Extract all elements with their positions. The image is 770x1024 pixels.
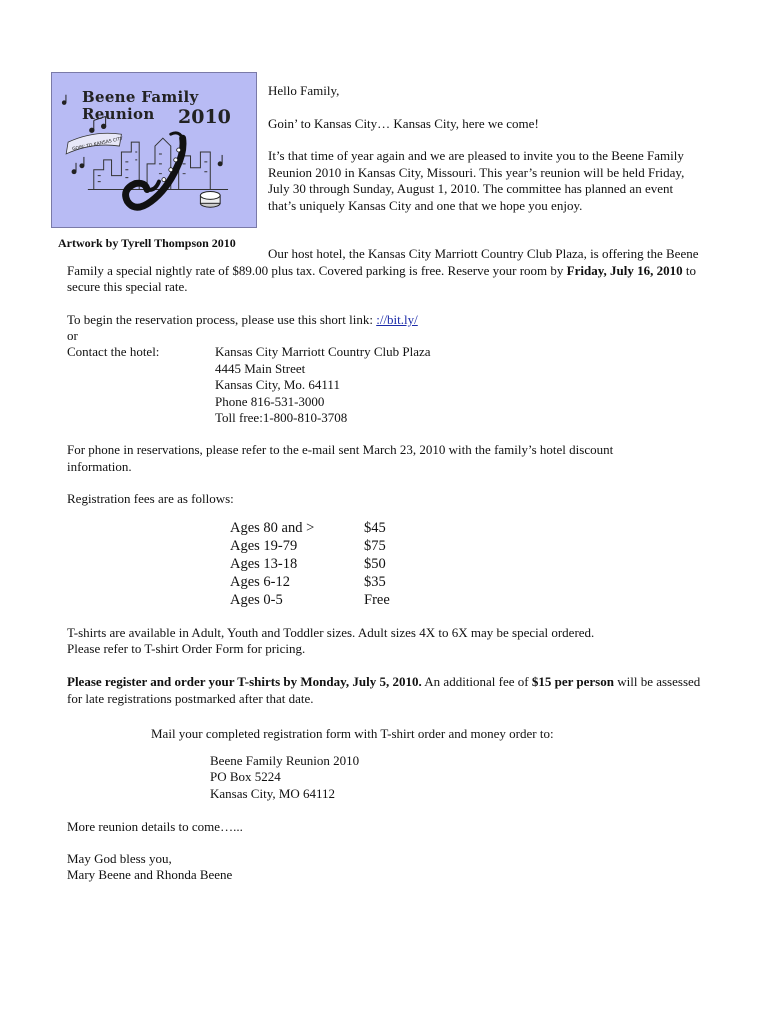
invitation-paragraph: It’s that time of year again and we are pleased to invite you to the Beene Family Reunion 2010 in Kansas City, Missouri. This year’s reunion will be held Friday, July 30 through Sunday, August 1, 2010. The committee has planned an event that’s uniquely Kansas City and one that we hope you enjoy. bbox=[268, 148, 685, 213]
short-link[interactable]: ://bit.ly/ bbox=[376, 312, 418, 327]
hotel-text-2: to secure this special rate. bbox=[67, 262, 696, 294]
mail-address-line: PO Box 5224 bbox=[210, 769, 281, 784]
registration-fees-table bbox=[230, 519, 390, 609]
fee-age: Ages 80 and > bbox=[230, 520, 315, 536]
hotel-toll-free: Toll free:1-800-810-3708 bbox=[215, 410, 348, 425]
artwork-title: Beene Family Reunion bbox=[82, 88, 199, 123]
tshirt-line-1: T-shirts are available in Adult, Youth and Toddler sizes. Adult sizes 4X to 6X may be special ordered. bbox=[67, 625, 595, 640]
mail-address-line: Beene Family Reunion 2010 bbox=[210, 753, 360, 768]
late-fee: $15 per person bbox=[531, 674, 614, 689]
closing: May God bless you, bbox=[67, 851, 172, 866]
signature: Mary Beene and Rhonda Beene bbox=[67, 867, 233, 882]
hotel-phone: Phone 816-531-3000 bbox=[215, 393, 325, 409]
hotel-address-line: 4445 Main Street bbox=[215, 360, 306, 376]
fee-row bbox=[230, 573, 390, 591]
mail-intro: Mail your completed registration form with T-shirt order and money order to: bbox=[151, 726, 554, 741]
fee-age: Ages 19-79 bbox=[230, 538, 298, 554]
mail-address-line: Kansas City, MO 64112 bbox=[210, 786, 336, 801]
fee-amount: $75 bbox=[364, 538, 386, 554]
fee-row bbox=[230, 537, 390, 555]
fee-amount: $45 bbox=[364, 520, 386, 536]
fee-amount: $35 bbox=[364, 574, 386, 590]
artwork-caption: Artwork by Tyrell Thompson 2010 bbox=[58, 236, 236, 250]
or-text: or bbox=[67, 328, 78, 343]
hotel-address-line: Kansas City, Mo. 64111 bbox=[215, 377, 340, 392]
fee-row bbox=[230, 591, 390, 609]
reservation-line bbox=[67, 312, 707, 329]
intro-line: Goin’ to Kansas City… Kansas City, here we come! bbox=[268, 116, 539, 131]
fee-row bbox=[230, 555, 390, 573]
reservation-text: To begin the reservation process, please use this short link: bbox=[67, 312, 377, 327]
artwork-banner: GOIN' TO KANSAS CITY bbox=[71, 136, 124, 153]
deadline-text-1: An additional fee of bbox=[421, 674, 532, 689]
reunion-artwork bbox=[51, 72, 257, 228]
hotel-paragraph bbox=[67, 246, 707, 296]
hotel-address-line: Kansas City Marriott Country Club Plaza bbox=[215, 344, 431, 359]
phone-reservation-note: For phone in reservations, please refer to the e-mail sent March 23, 2010 with the family’s hotel discount information. bbox=[67, 442, 614, 474]
hotel-text-1: Our host hotel, the Kansas City Marriott Country Club Plaza, is offering the Beene Family a special nightly rate of $89.00 plus tax. Covered parking is free. Reserve your room by bbox=[67, 246, 699, 278]
fee-amount: Free bbox=[364, 592, 390, 608]
artwork-year: 2010 bbox=[178, 106, 231, 128]
tshirt-line-2: Please refer to T-shirt Order Form for pricing. bbox=[67, 641, 306, 656]
contact-hotel-block bbox=[67, 344, 431, 427]
fees-intro: Registration fees are as follows: bbox=[67, 491, 234, 506]
fee-age: Ages 6-12 bbox=[230, 574, 291, 590]
contact-label: Contact the hotel: bbox=[67, 344, 160, 359]
hotel-reserve-date: Friday, July 16, 2010 bbox=[566, 262, 683, 278]
deadline-text-2: will be assessed for late registrations postmarked after that date. bbox=[67, 674, 701, 706]
more-details: More reunion details to come…... bbox=[67, 819, 243, 834]
deadline-bold: Please register and order your T-shirts by Monday, July 5, 2010. bbox=[67, 674, 422, 689]
fee-age: Ages 13-18 bbox=[230, 556, 298, 572]
fee-age: Ages 0-5 bbox=[230, 592, 283, 608]
deadline-paragraph bbox=[67, 674, 712, 707]
fee-row bbox=[230, 519, 390, 537]
greeting: Hello Family, bbox=[268, 83, 340, 98]
fee-amount: $50 bbox=[364, 556, 386, 572]
